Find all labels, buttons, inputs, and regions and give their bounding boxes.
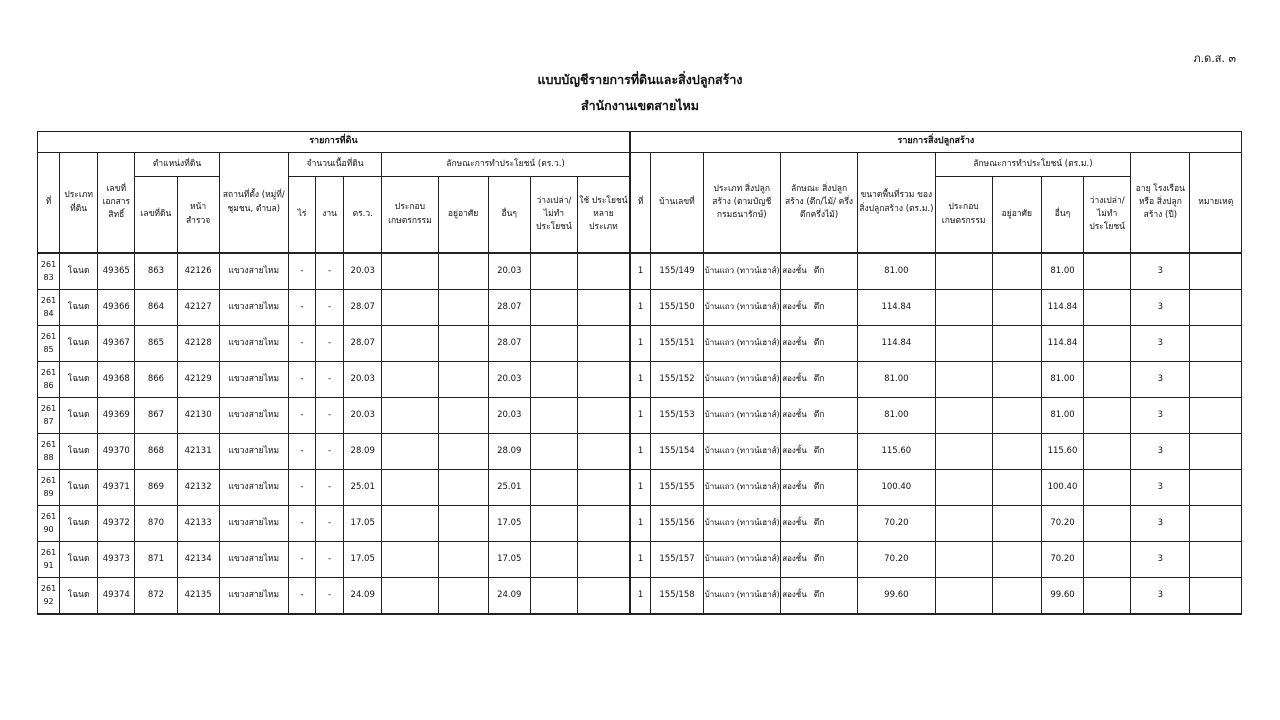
cell-ngan: - — [316, 326, 344, 362]
cell-age: 3 — [1131, 470, 1190, 506]
cell-age: 3 — [1131, 542, 1190, 578]
cell-building-size: 115.60 — [858, 434, 935, 470]
cell-age: 3 — [1131, 326, 1190, 362]
cell-multi-use — [578, 578, 630, 615]
cell-building-type: บ้านแถว (ทาวน์เฮาส์) สองชั้น — [703, 578, 780, 615]
col-group-land-area: จำนวนเนื้อที่ดิน — [288, 153, 381, 177]
cell-house-no: 155/157 — [651, 542, 703, 578]
col-seq: ที่ — [38, 153, 60, 254]
cell-building-residential — [992, 542, 1041, 578]
cell-doc-no: 49365 — [98, 253, 135, 290]
col-rai: ไร่ — [288, 177, 315, 254]
cell-sqwa: 20.03 — [344, 362, 382, 398]
cell-building-type: บ้านแถว (ทาวน์เฮาส์) สองชั้น — [703, 290, 780, 326]
cell-sqwa: 25.01 — [344, 470, 382, 506]
cell-building-residential — [992, 506, 1041, 542]
col-building-size: ขนาดพื้นที่รวม ของสิ่งปลูกสร้าง (ตร.ม.) — [858, 153, 935, 254]
col-building-other: อื่นๆ — [1041, 177, 1083, 254]
col-building-agri: ประกอบ เกษตรกรรม — [935, 177, 992, 254]
cell-vacant — [530, 326, 577, 362]
cell-remark — [1190, 578, 1242, 615]
cell-residential — [438, 542, 488, 578]
cell-parcel-no: 865 — [135, 326, 177, 362]
cell-location: แขวงสายไหม — [219, 542, 288, 578]
col-agri: ประกอบ เกษตรกรรม — [382, 177, 438, 254]
cell-building-type: บ้านแถว (ทาวน์เฮาส์) สองชั้น — [703, 253, 780, 290]
cell-rai: - — [288, 506, 315, 542]
cell-agri — [382, 578, 438, 615]
cell-remark — [1190, 326, 1242, 362]
cell-building-agri — [935, 506, 992, 542]
cell-location: แขวงสายไหม — [219, 253, 288, 290]
cell-other: 25.01 — [488, 470, 530, 506]
cell-building-other: 81.00 — [1041, 253, 1083, 290]
cell-building-agri — [935, 434, 992, 470]
table-row — [38, 434, 1242, 470]
cell-building-other: 115.60 — [1041, 434, 1083, 470]
cell-sqwa: 28.07 — [344, 290, 382, 326]
cell-parcel-no: 872 — [135, 578, 177, 615]
cell-seq: 261 85 — [38, 326, 60, 362]
cell-doc-no: 49374 — [98, 578, 135, 615]
cell-building-other: 81.00 — [1041, 398, 1083, 434]
cell-building-other: 114.84 — [1041, 290, 1083, 326]
page-subtitle: สำนักงานเขตสายไหม — [580, 98, 700, 113]
cell-house-no: 155/150 — [651, 290, 703, 326]
cell-doc-no: 49367 — [98, 326, 135, 362]
cell-building-residential — [992, 434, 1041, 470]
cell-other: 20.03 — [488, 362, 530, 398]
cell-house-no: 155/156 — [651, 506, 703, 542]
cell-building-vacant — [1084, 434, 1131, 470]
cell-building-vacant — [1084, 470, 1131, 506]
cell-other: 17.05 — [488, 542, 530, 578]
cell-ngan: - — [316, 470, 344, 506]
cell-survey-page: 42133 — [177, 506, 219, 542]
cell-parcel-no: 867 — [135, 398, 177, 434]
cell-sqwa: 20.03 — [344, 398, 382, 434]
cell-house-no: 155/155 — [651, 470, 703, 506]
cell-remark — [1190, 542, 1242, 578]
land-section-header: รายการที่ดิน — [38, 132, 630, 153]
table-row — [38, 326, 1242, 362]
col-location: สถานที่ตั้ง (หมู่ที่/ชุมชน, ตำบล) — [219, 153, 288, 254]
cell-agri — [382, 434, 438, 470]
cell-agri — [382, 290, 438, 326]
cell-remark — [1190, 434, 1242, 470]
cell-building-type: บ้านแถว (ทาวน์เฮาส์) สองชั้น — [703, 506, 780, 542]
cell-vacant — [530, 578, 577, 615]
cell-building-vacant — [1084, 326, 1131, 362]
cell-doc-no: 49369 — [98, 398, 135, 434]
cell-building-residential — [992, 362, 1041, 398]
cell-location: แขวงสายไหม — [219, 290, 288, 326]
cell-building-character: ตึก — [780, 326, 857, 362]
cell-building-character: ตึก — [780, 253, 857, 290]
cell-doc-no: 49371 — [98, 470, 135, 506]
table-row — [38, 470, 1242, 506]
col-building-character: ลักษณะ สิ่งปลูกสร้าง (ตึก/ไม้/ ครึ่งตึกครึ่งไม้) — [780, 153, 857, 254]
cell-remark — [1190, 253, 1242, 290]
cell-doc-no: 49373 — [98, 542, 135, 578]
cell-building-seq: 1 — [630, 542, 651, 578]
cell-building-type: บ้านแถว (ทาวน์เฮาส์) สองชั้น — [703, 434, 780, 470]
cell-sqwa: 17.05 — [344, 542, 382, 578]
cell-vacant — [530, 253, 577, 290]
cell-agri — [382, 253, 438, 290]
cell-remark — [1190, 362, 1242, 398]
cell-land-type: โฉนด — [60, 434, 98, 470]
table-body — [38, 253, 1242, 614]
cell-building-seq: 1 — [630, 578, 651, 615]
cell-residential — [438, 470, 488, 506]
cell-building-residential — [992, 470, 1041, 506]
cell-parcel-no: 871 — [135, 542, 177, 578]
cell-rai: - — [288, 470, 315, 506]
cell-building-vacant — [1084, 506, 1131, 542]
col-residential: อยู่อาศัย — [438, 177, 488, 254]
cell-ngan: - — [316, 362, 344, 398]
cell-building-size: 99.60 — [858, 578, 935, 615]
cell-vacant — [530, 362, 577, 398]
cell-remark — [1190, 506, 1242, 542]
cell-rai: - — [288, 362, 315, 398]
cell-residential — [438, 326, 488, 362]
cell-land-type: โฉนด — [60, 290, 98, 326]
cell-seq: 261 88 — [38, 434, 60, 470]
col-building-seq: ที่ — [630, 153, 651, 254]
cell-survey-page: 42131 — [177, 434, 219, 470]
cell-building-character: ตึก — [780, 434, 857, 470]
cell-multi-use — [578, 253, 630, 290]
cell-survey-page: 42128 — [177, 326, 219, 362]
cell-vacant — [530, 506, 577, 542]
cell-building-seq: 1 — [630, 434, 651, 470]
cell-building-type: บ้านแถว (ทาวน์เฮาส์) สองชั้น — [703, 326, 780, 362]
cell-agri — [382, 398, 438, 434]
cell-building-character: ตึก — [780, 506, 857, 542]
cell-building-type: บ้านแถว (ทาวน์เฮาส์) สองชั้น — [703, 398, 780, 434]
cell-building-size: 70.20 — [858, 542, 935, 578]
cell-building-other: 99.60 — [1041, 578, 1083, 615]
cell-building-agri — [935, 398, 992, 434]
cell-building-character: ตึก — [780, 290, 857, 326]
cell-building-agri — [935, 578, 992, 615]
cell-land-type: โฉนด — [60, 506, 98, 542]
cell-land-type: โฉนด — [60, 578, 98, 615]
col-sqwa: ตร.ว. — [344, 177, 382, 254]
col-house-no: บ้านเลขที่ — [651, 153, 703, 254]
table-row — [38, 362, 1242, 398]
cell-land-type: โฉนด — [60, 326, 98, 362]
col-doc-no: เลขที่ เอกสาร สิทธิ์ — [98, 153, 135, 254]
cell-land-type: โฉนด — [60, 362, 98, 398]
cell-age: 3 — [1131, 506, 1190, 542]
cell-vacant — [530, 290, 577, 326]
cell-multi-use — [578, 470, 630, 506]
cell-agri — [382, 506, 438, 542]
building-section-header: รายการสิ่งปลูกสร้าง — [630, 132, 1242, 153]
cell-building-agri — [935, 326, 992, 362]
cell-building-seq: 1 — [630, 398, 651, 434]
cell-rai: - — [288, 290, 315, 326]
page-title: แบบบัญชีรายการที่ดินและสิ่งปลูกสร้าง — [537, 72, 743, 87]
col-parcel-no: เลขที่ดิน — [135, 177, 177, 254]
cell-building-size: 114.84 — [858, 326, 935, 362]
cell-house-no: 155/149 — [651, 253, 703, 290]
cell-multi-use — [578, 398, 630, 434]
cell-location: แขวงสายไหม — [219, 506, 288, 542]
cell-residential — [438, 578, 488, 615]
cell-building-vacant — [1084, 362, 1131, 398]
cell-building-vacant — [1084, 290, 1131, 326]
cell-seq: 261 89 — [38, 470, 60, 506]
col-group-land-use: ลักษณะการทำประโยชน์ (ตร.ว.) — [382, 153, 630, 177]
cell-seq: 261 83 — [38, 253, 60, 290]
cell-remark — [1190, 290, 1242, 326]
cell-rai: - — [288, 398, 315, 434]
cell-building-residential — [992, 578, 1041, 615]
cell-agri — [382, 470, 438, 506]
col-vacant: ว่างเปล่า/ ไม่ทำ ประโยชน์ — [530, 177, 577, 254]
cell-agri — [382, 542, 438, 578]
cell-survey-page: 42127 — [177, 290, 219, 326]
cell-location: แขวงสายไหม — [219, 326, 288, 362]
cell-other: 28.07 — [488, 326, 530, 362]
cell-building-size: 70.20 — [858, 506, 935, 542]
cell-vacant — [530, 542, 577, 578]
cell-rai: - — [288, 326, 315, 362]
cell-other: 24.09 — [488, 578, 530, 615]
cell-other: 28.09 — [488, 434, 530, 470]
cell-ngan: - — [316, 542, 344, 578]
cell-building-agri — [935, 362, 992, 398]
cell-building-agri — [935, 470, 992, 506]
cell-multi-use — [578, 326, 630, 362]
col-age: อายุ โรงเรือนหรือ สิ่งปลูกสร้าง (ปี) — [1131, 153, 1190, 254]
form-code: ภ.ด.ส. ๓ — [1193, 52, 1236, 65]
cell-building-other: 70.20 — [1041, 506, 1083, 542]
cell-building-character: ตึก — [780, 470, 857, 506]
land-building-register-table — [37, 131, 1242, 615]
table-row — [38, 578, 1242, 615]
cell-ngan: - — [316, 434, 344, 470]
cell-location: แขวงสายไหม — [219, 362, 288, 398]
cell-house-no: 155/153 — [651, 398, 703, 434]
cell-doc-no: 49368 — [98, 362, 135, 398]
cell-survey-page: 42126 — [177, 253, 219, 290]
cell-other: 17.05 — [488, 506, 530, 542]
cell-doc-no: 49372 — [98, 506, 135, 542]
cell-age: 3 — [1131, 253, 1190, 290]
cell-survey-page: 42130 — [177, 398, 219, 434]
cell-building-agri — [935, 290, 992, 326]
cell-multi-use — [578, 506, 630, 542]
table-row — [38, 398, 1242, 434]
cell-parcel-no: 864 — [135, 290, 177, 326]
cell-age: 3 — [1131, 290, 1190, 326]
col-building-type: ประเภท สิ่งปลูกสร้าง (ตามบัญชี กรมธนารักษ์) — [703, 153, 780, 254]
col-group-building-use: ลักษณะการทำประโยชน์ (ตร.ม.) — [935, 153, 1131, 177]
cell-doc-no: 49370 — [98, 434, 135, 470]
cell-parcel-no: 869 — [135, 470, 177, 506]
cell-remark — [1190, 398, 1242, 434]
cell-sqwa: 28.07 — [344, 326, 382, 362]
cell-vacant — [530, 398, 577, 434]
cell-building-seq: 1 — [630, 253, 651, 290]
cell-building-seq: 1 — [630, 326, 651, 362]
table-row — [38, 506, 1242, 542]
col-multi-use: ใช้ ประโยชน์ หลาย ประเภท — [578, 177, 630, 254]
cell-residential — [438, 506, 488, 542]
cell-residential — [438, 253, 488, 290]
cell-building-vacant — [1084, 398, 1131, 434]
cell-land-type: โฉนด — [60, 470, 98, 506]
cell-building-residential — [992, 290, 1041, 326]
cell-building-seq: 1 — [630, 362, 651, 398]
cell-house-no: 155/152 — [651, 362, 703, 398]
cell-location: แขวงสายไหม — [219, 398, 288, 434]
cell-building-type: บ้านแถว (ทาวน์เฮาส์) สองชั้น — [703, 542, 780, 578]
cell-building-type: บ้านแถว (ทาวน์เฮาส์) สองชั้น — [703, 470, 780, 506]
cell-building-vacant — [1084, 542, 1131, 578]
cell-building-residential — [992, 398, 1041, 434]
table-row — [38, 290, 1242, 326]
cell-parcel-no: 870 — [135, 506, 177, 542]
cell-building-size: 81.00 — [858, 398, 935, 434]
cell-building-vacant — [1084, 253, 1131, 290]
cell-vacant — [530, 434, 577, 470]
cell-survey-page: 42134 — [177, 542, 219, 578]
cell-multi-use — [578, 542, 630, 578]
cell-vacant — [530, 470, 577, 506]
col-remark: หมายเหตุ — [1190, 153, 1242, 254]
cell-sqwa: 28.09 — [344, 434, 382, 470]
cell-building-other: 81.00 — [1041, 362, 1083, 398]
cell-other: 20.03 — [488, 398, 530, 434]
cell-rai: - — [288, 542, 315, 578]
cell-building-residential — [992, 326, 1041, 362]
col-building-vacant: ว่างเปล่า/ ไม่ทำ ประโยชน์ — [1084, 177, 1131, 254]
cell-building-other: 114.84 — [1041, 326, 1083, 362]
cell-residential — [438, 362, 488, 398]
cell-other: 28.07 — [488, 290, 530, 326]
col-ngan: งาน — [316, 177, 344, 254]
cell-building-seq: 1 — [630, 506, 651, 542]
col-other: อื่นๆ — [488, 177, 530, 254]
cell-seq: 261 87 — [38, 398, 60, 434]
cell-residential — [438, 290, 488, 326]
cell-parcel-no: 866 — [135, 362, 177, 398]
cell-parcel-no: 868 — [135, 434, 177, 470]
cell-agri — [382, 362, 438, 398]
cell-survey-page: 42129 — [177, 362, 219, 398]
cell-age: 3 — [1131, 434, 1190, 470]
cell-building-other: 70.20 — [1041, 542, 1083, 578]
table-row — [38, 542, 1242, 578]
cell-house-no: 155/151 — [651, 326, 703, 362]
cell-building-residential — [992, 253, 1041, 290]
cell-multi-use — [578, 362, 630, 398]
cell-land-type: โฉนด — [60, 542, 98, 578]
cell-building-agri — [935, 542, 992, 578]
cell-sqwa: 24.09 — [344, 578, 382, 615]
cell-age: 3 — [1131, 398, 1190, 434]
cell-multi-use — [578, 290, 630, 326]
cell-seq: 261 86 — [38, 362, 60, 398]
cell-seq: 261 84 — [38, 290, 60, 326]
cell-sqwa: 20.03 — [344, 253, 382, 290]
cell-building-seq: 1 — [630, 290, 651, 326]
cell-building-type: บ้านแถว (ทาวน์เฮาส์) สองชั้น — [703, 362, 780, 398]
cell-building-size: 114.84 — [858, 290, 935, 326]
cell-parcel-no: 863 — [135, 253, 177, 290]
cell-land-type: โฉนด — [60, 253, 98, 290]
cell-ngan: - — [316, 578, 344, 615]
cell-ngan: - — [316, 398, 344, 434]
cell-seq: 261 91 — [38, 542, 60, 578]
cell-multi-use — [578, 434, 630, 470]
cell-ngan: - — [316, 506, 344, 542]
cell-building-seq: 1 — [630, 470, 651, 506]
cell-seq: 261 90 — [38, 506, 60, 542]
cell-rai: - — [288, 434, 315, 470]
cell-ngan: - — [316, 253, 344, 290]
cell-building-other: 100.40 — [1041, 470, 1083, 506]
cell-building-size: 81.00 — [858, 253, 935, 290]
cell-survey-page: 42135 — [177, 578, 219, 615]
col-land-type: ประเภท ที่ดิน — [60, 153, 98, 254]
cell-building-size: 100.40 — [858, 470, 935, 506]
cell-location: แขวงสายไหม — [219, 578, 288, 615]
col-survey-page: หน้า สำรวจ — [177, 177, 219, 254]
cell-other: 20.03 — [488, 253, 530, 290]
cell-house-no: 155/154 — [651, 434, 703, 470]
cell-residential — [438, 398, 488, 434]
cell-land-type: โฉนด — [60, 398, 98, 434]
cell-building-size: 81.00 — [858, 362, 935, 398]
cell-house-no: 155/158 — [651, 578, 703, 615]
cell-building-agri — [935, 253, 992, 290]
cell-building-vacant — [1084, 578, 1131, 615]
cell-building-character: ตึก — [780, 578, 857, 615]
cell-ngan: - — [316, 290, 344, 326]
col-building-residential: อยู่อาศัย — [992, 177, 1041, 254]
cell-residential — [438, 434, 488, 470]
cell-building-character: ตึก — [780, 542, 857, 578]
table-row — [38, 253, 1242, 290]
cell-age: 3 — [1131, 578, 1190, 615]
cell-rai: - — [288, 253, 315, 290]
cell-sqwa: 17.05 — [344, 506, 382, 542]
cell-agri — [382, 326, 438, 362]
cell-rai: - — [288, 578, 315, 615]
cell-seq: 261 92 — [38, 578, 60, 615]
cell-location: แขวงสายไหม — [219, 470, 288, 506]
cell-doc-no: 49366 — [98, 290, 135, 326]
cell-location: แขวงสายไหม — [219, 434, 288, 470]
cell-building-character: ตึก — [780, 362, 857, 398]
cell-remark — [1190, 470, 1242, 506]
cell-age: 3 — [1131, 362, 1190, 398]
col-group-land-position: ตำแหน่งที่ดิน — [135, 153, 219, 177]
cell-building-character: ตึก — [780, 398, 857, 434]
cell-survey-page: 42132 — [177, 470, 219, 506]
